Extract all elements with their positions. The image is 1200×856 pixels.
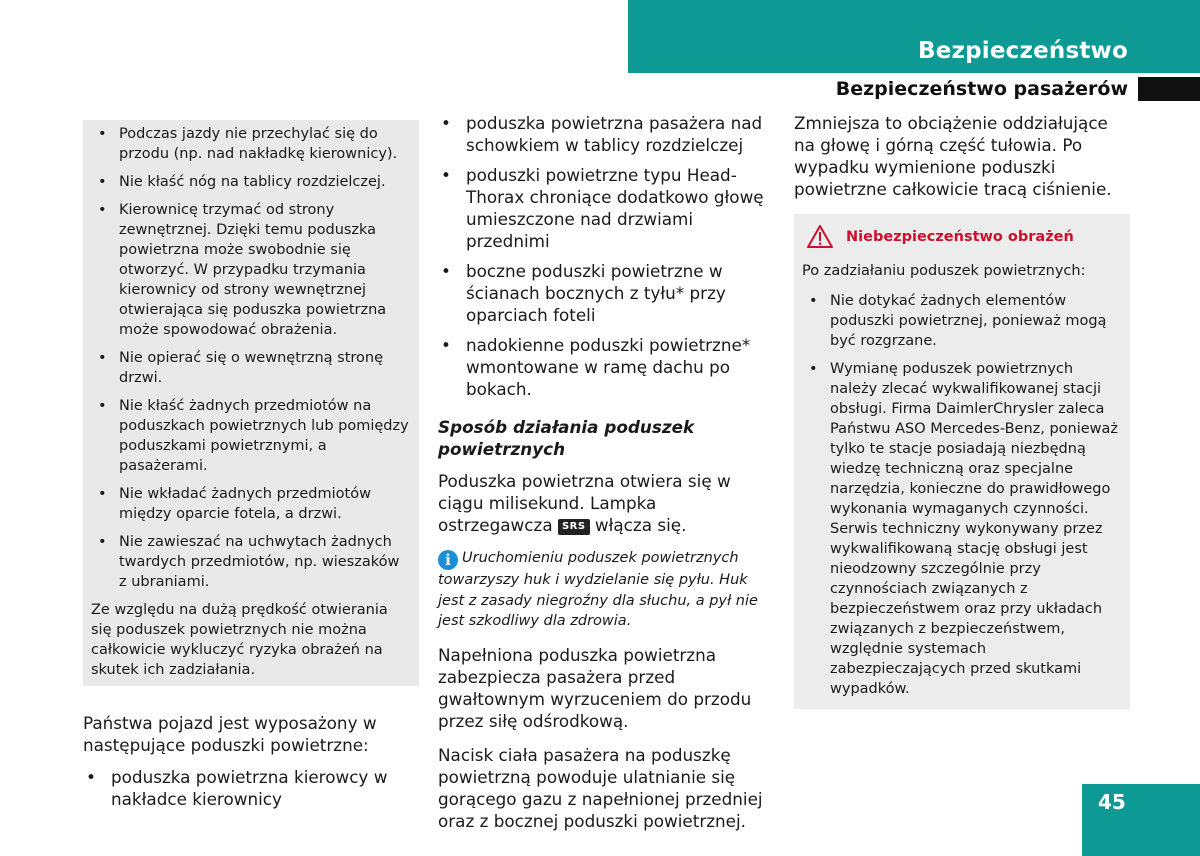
box-note: Ze względu na dużą prędkość otwierania się poduszek powietrznych nie można całkowicie wykluczyć ryzyka obrażeń na skutek ich zadziałania. xyxy=(91,602,388,678)
airbags-list-1 xyxy=(83,766,419,810)
safety-rules-box xyxy=(83,120,419,686)
section-title: Bezpieczeństwo xyxy=(918,38,1128,64)
paragraph-pressure: Nacisk ciała pasażera na poduszkę powietrzną powoduje ulatnianie się gorącego gazu z napełnionej przedniej oraz z bocznej poduszki powietrznej. xyxy=(438,744,763,831)
list-item: • boczne poduszki powietrzne w ścianach bocznych z tyłu* przy oparciach foteli xyxy=(438,260,773,326)
paragraph-text: Poduszka powietrzna otwiera się w ciągu milisekund. Lampka ostrzegawcza xyxy=(438,471,731,535)
list-item: • Nie opierać się o wewnętrzną stronę drzwi. xyxy=(91,348,411,388)
subtitle-marker-bar xyxy=(1138,77,1200,101)
list-item: • poduszka powietrzna kierowcy w nakładce kierownicy xyxy=(83,766,419,810)
airbags-list-2 xyxy=(438,112,773,400)
section-header-tab xyxy=(628,0,1200,73)
list-item: • nadokienne poduszki powietrzne* wmontowane w ramę dachu po bokach. xyxy=(438,334,773,400)
list-item: • poduszka powietrzna pasażera nad schowkiem w tablicy rozdzielczej xyxy=(438,112,773,156)
warning-triangle-icon xyxy=(806,224,834,249)
column-1 xyxy=(83,120,419,818)
info-icon: i xyxy=(438,550,458,570)
list-item: • Nie wkładać żadnych przedmiotów między oparcie fotela, a drzwi. xyxy=(91,484,411,524)
safety-rules-list xyxy=(91,124,411,592)
warning-title: Niebezpieczeństwo obrażeń xyxy=(846,228,1074,245)
warning-list xyxy=(802,291,1122,699)
page-subtitle: Bezpieczeństwo pasażerów xyxy=(835,78,1128,100)
section-heading: Sposób działania poduszek powietrznych xyxy=(438,417,695,459)
page-number: 45 xyxy=(1082,784,1200,856)
column-2 xyxy=(438,112,773,844)
list-item: • Nie kłaść nóg na tablicy rozdzielczej. xyxy=(91,172,411,192)
list-item: • Kierownicę trzymać od strony zewnętrznej. Dzięki temu poduszka powietrzna może swobodnie się otworzyć. W przypadku trzymania kierownicy od strony wewnętrznej otwierająca się poduszka powietrzna może spowodować obrażenia. xyxy=(91,200,411,340)
warning-intro: Po zadziałaniu poduszek powietrznych: xyxy=(802,263,1086,279)
info-note xyxy=(438,548,773,632)
list-item: • Nie zawieszać na uchwytach żadnych twardych przedmiotów, np. wieszaków z ubraniami. xyxy=(91,532,411,592)
list-item: • Nie dotykać żadnych elementów poduszki powietrznej, ponieważ mogą być rozgrzane. xyxy=(802,291,1122,351)
list-item: • Wymianę poduszek powietrznych należy zlecać wykwalifikowanej stacji obsługi. Firma DaimlerChrysler zaleca Państwu ASO Mercedes-Benz, ponieważ tylko te stacje posiadają niezbędną wiedzę techniczną oraz specjalne narzędzia, konieczne do prawidłowego wykonania wymaganych czynności. Serwis techniczny wykonywany przez wykwalifikowaną stację obsługi jest nieodzowny szczególnie przy czynnościach związanych z bezpieczeństwem oraz przy układach związanych z bezpieczeństwem, względnie systemach zabezpieczających przed skutkami wypadków. xyxy=(802,359,1122,699)
paragraph-text: włącza się. xyxy=(594,515,687,535)
column-3 xyxy=(794,112,1130,709)
paragraph-load: Zmniejsza to obciążenie oddziałujące na głowę i górną część tułowia. Po wypadku wymienione poduszki powietrzne całkowicie tracą ciśnienie. xyxy=(794,113,1112,199)
warning-header xyxy=(802,224,1122,249)
airbags-intro: Państwa pojazd jest wyposażony w następujące poduszki powietrzne: xyxy=(83,713,377,755)
warning-box xyxy=(794,214,1130,709)
list-item: • Nie kłaść żadnych przedmiotów na poduszkach powietrznych lub pomiędzy poduszkami powietrznymi, a pasażerami. xyxy=(91,396,411,476)
paragraph-protection: Napełniona poduszka powietrzna zabezpiecza pasażera przed gwałtownym wyrzuceniem do przodu przez siłę odśrodkową. xyxy=(438,644,752,731)
list-item: • poduszki powietrzne typu Head-Thorax chroniące dodatkowo głowę umieszczone nad drzwiami przednimi xyxy=(438,164,773,252)
list-item: • Podczas jazdy nie przechylać się do przodu (np. nad nakładkę kierownicy). xyxy=(91,124,411,164)
srs-warning-lamp-icon: SRS xyxy=(558,519,590,535)
paragraph-function xyxy=(438,470,773,536)
info-text: Uruchomieniu poduszek powietrznych towarzyszy huk i wydzielanie się pyłu. Huk jest z zasady niegroźny dla słuchu, a pył nie jest szkodliwy dla zdrowia. xyxy=(438,550,758,629)
